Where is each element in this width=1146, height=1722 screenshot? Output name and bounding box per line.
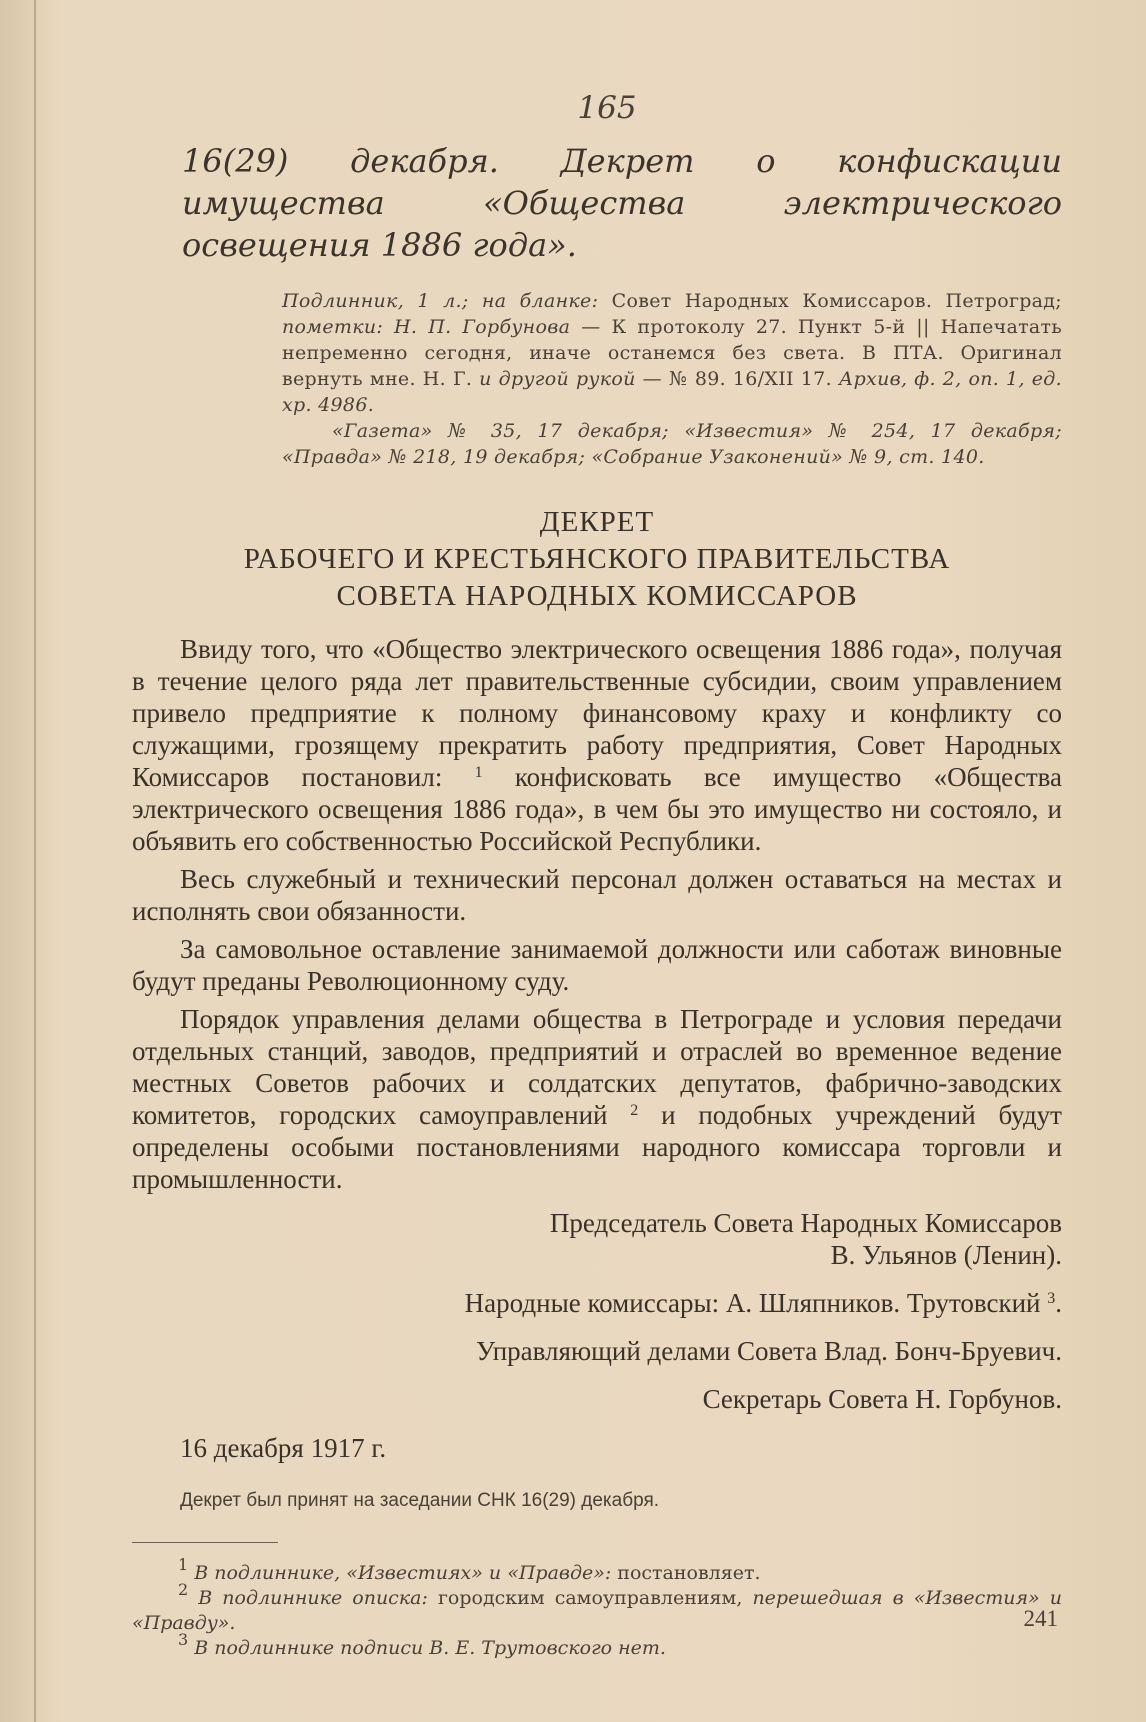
- page-content: [132, 90, 1062, 1661]
- page-spine-edge: [34, 0, 36, 1722]
- footnote-ref-1: 1: [474, 764, 483, 781]
- paragraph-2: Весь служебный и технический персонал должен оставаться на местах и исполнять свои обязанности.: [132, 864, 1062, 926]
- footnote-ref-3: 3: [1047, 1290, 1056, 1307]
- decree-date: 16 декабря 1917 г.: [180, 1433, 387, 1463]
- source-publications: «Газета» № 35, 17 декабря; «Известия» № 254, 17 декабря; «Правда» № 218, 19 декабря; «Собрание Узаконений» № 9, ст. 140.: [282, 420, 1062, 468]
- source-note: [132, 288, 1062, 470]
- paragraph-4: Порядок управления делами общества в Петрограде и условия передачи отдельных станций, заводов, предприятий и отраслей во временное ведение местных Советов рабочих и солдатских депутатов, фабрично-заводских комитетов, городских самоуправлений $^2$ и подобных учреждений будут определены особыми постановлениями народного комиссара торговли и промышленности.: [132, 1004, 1062, 1194]
- decree-title-line-1: ДЕКРЕТ: [539, 506, 655, 538]
- signature-chair: [132, 1207, 1062, 1271]
- signature-secretary: Секретарь Совета Н. Горбунов.: [702, 1384, 1062, 1414]
- footnote-divider: [132, 1542, 278, 1543]
- decree-title: [132, 504, 1062, 615]
- paragraph-1: Ввиду того, что «Общество электрического освещения 1886 года», получая в течение целого ряда лет правительственные субсидии, своим управлением привело предприятие к полному финансовому краху и конфликту со служащими, грозящему прекратить работу предприятия, Совет Народных Комиссаров постановил: $^1$ конфисковать все имущество «Общества электрического освещения 1886 года», в чем бы это имущество ни состояло, и объявить его собственностью Российской Республики.: [132, 634, 1062, 856]
- footnote-ref-2: 2: [630, 1102, 639, 1119]
- paragraph-3: За самовольное оставление занимаемой должности или саботаж виновные будут преданы Революционному суду.: [132, 934, 1062, 996]
- decree-body: [132, 633, 1062, 1195]
- decree-title-line-3: СОВЕТА НАРОДНЫХ КОМИССАРОВ: [336, 580, 858, 612]
- footnote-3: $^3$ В подлиннике подписи В. Е. Трутовского нет.: [178, 1630, 666, 1659]
- signature-manager: Управляющий делами Совета Влад. Бонч-Бруевич.: [475, 1336, 1062, 1366]
- signature-commissars: Народные комиссары: А. Шляпников. Трутовский $^3$.: [464, 1288, 1062, 1318]
- footer-page-number: 241: [1023, 1606, 1058, 1631]
- footnote-1: $^1$ В подлиннике, «Известиях» и «Правде»: постановляет.: [178, 1555, 761, 1584]
- chair-name: В. Ульянов (Ленин).: [830, 1240, 1062, 1270]
- decree-title-line-2: РАБОЧЕГО И КРЕСТЬЯНСКОГО ПРАВИТЕЛЬСТВА: [243, 543, 951, 575]
- running-page-number: 165: [577, 90, 637, 126]
- footnotes: [132, 1555, 1062, 1661]
- chair-title: Председатель Совета Народных Комиссаров: [549, 1208, 1062, 1238]
- footnote-2: $^2$ В подлиннике описка: городским самоуправлениям, перешедшая в «Известия» и «Правду».: [132, 1580, 1062, 1634]
- adoption-note: Декрет был принят на заседании СНК 16(29) декабря.: [180, 1490, 660, 1511]
- source-original-label: Подлинник, 1 л.; на бланке: Совет Народных Комиссаров. Петроград; пометки: Н. П. Горбунова — К протоколу 27. Пункт 5-й || Напечатать непременно сегодня, иначе останемся без света. В ПТА. Оригинал вернуть мне. Н. Г. и другой рукой — № 89. 16/XII 17. Архив, ф. 2, оп. 1, ед. хр. 4986.: [282, 290, 1062, 416]
- document-heading: 16(29) декабря. Декрет о конфискации имущества «Общества электрического освещения 1886 года».: [182, 142, 1062, 264]
